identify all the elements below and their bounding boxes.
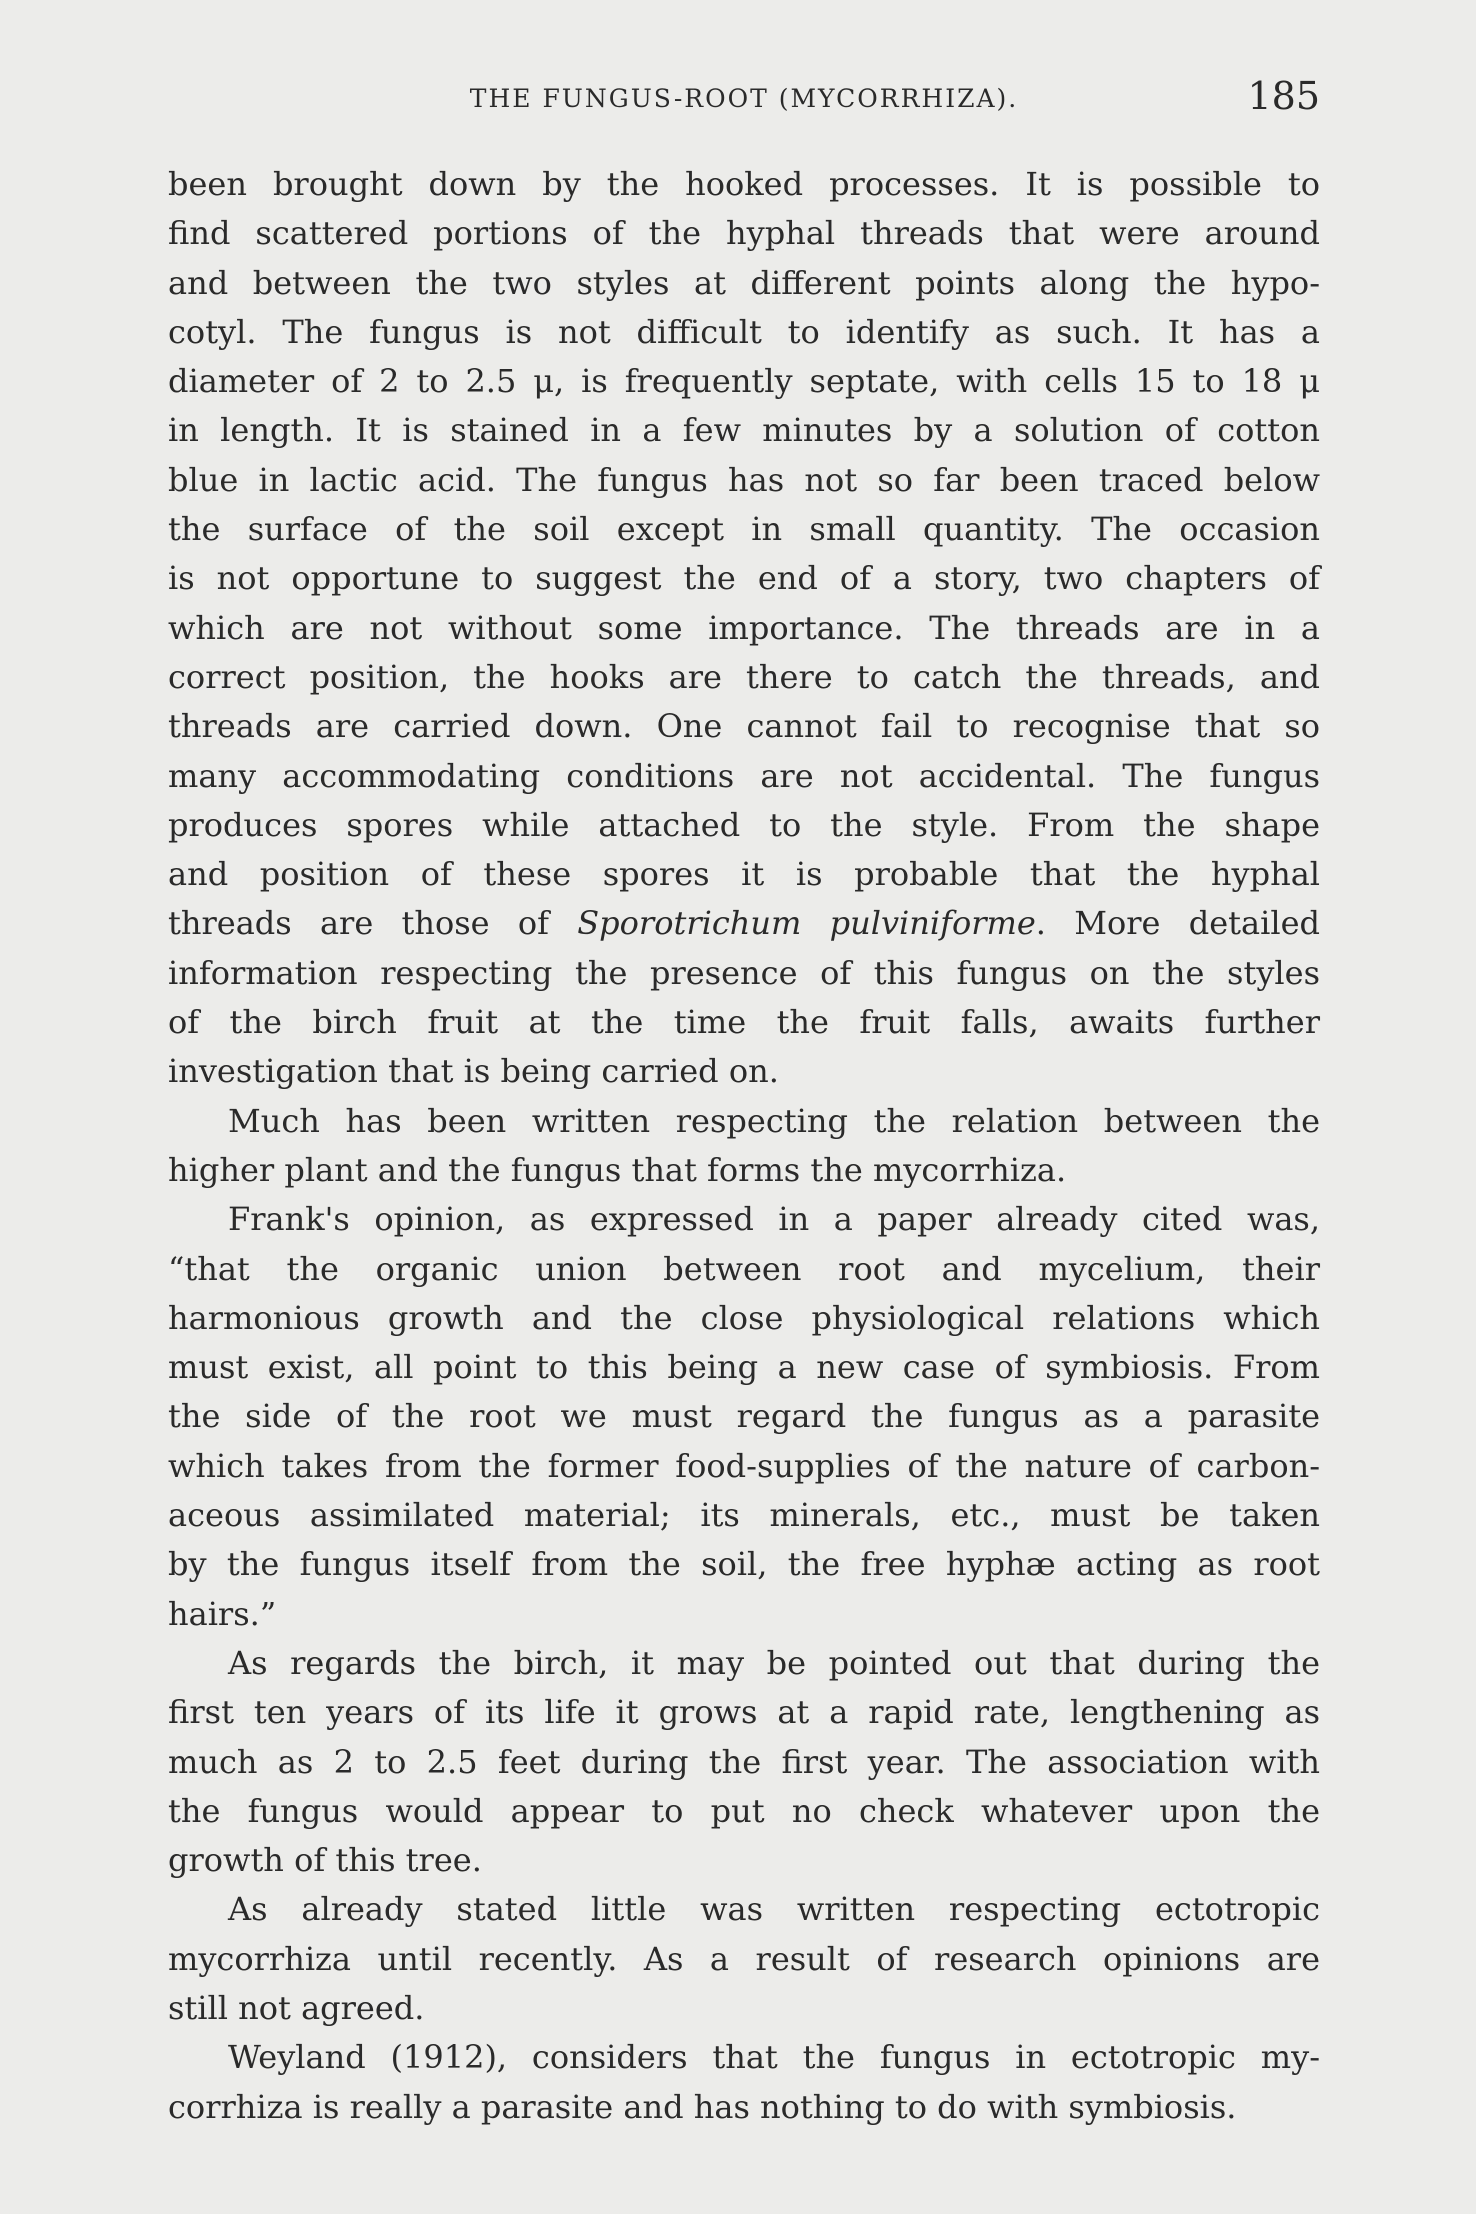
text-line: the fungus would appear to put no check whatever upon the (168, 1791, 1320, 1830)
text-line: of the birch fruit at the time the fruit falls, awaits further (168, 1003, 1320, 1042)
paragraph (168, 1885, 1320, 2033)
text-line: As already stated little was written respecting ectotropic (228, 1890, 1320, 1929)
text-line: As regards the birch, it may be pointed out that during the (228, 1643, 1320, 1682)
text-line: the side of the root we must regard the fungus as a parasite (168, 1397, 1320, 1436)
paragraph (168, 2033, 1320, 2132)
text-line: much as 2 to 2.5 feet during the first year. The association with (168, 1742, 1320, 1781)
text-line: threads are carried down. One cannot fail to recognise that so (168, 707, 1320, 746)
text-line: aceous assimilated material; its minerals, etc., must be taken (168, 1496, 1320, 1535)
text-line: hairs.” (168, 1594, 277, 1633)
text-line: “that the organic union between root and mycelium, their (168, 1249, 1320, 1288)
text-line: diameter of 2 to 2.5 μ, is frequently septate, with cells 15 to 18 μ (168, 362, 1320, 401)
text-line: cotyl. The fungus is not difficult to identify as such. It has a (168, 312, 1320, 351)
text-line: Much has been written respecting the relation between the (228, 1101, 1320, 1140)
text-line: which are not without some importance. The threads are in a (168, 608, 1320, 647)
text-line: find scattered portions of the hyphal threads that were around (168, 214, 1320, 253)
text-line: Frank's opinion, as expressed in a paper already cited was, (228, 1200, 1320, 1239)
text-line: produces spores while attached to the style. From the shape (168, 805, 1320, 844)
text-line: is not opportune to suggest the end of a story, two chapters of (168, 559, 1320, 598)
text-line: Weyland (1912), considers that the fungus in ectotropic my- (228, 2038, 1320, 2077)
text-line: correct position, the hooks are there to catch the threads, and (168, 657, 1320, 696)
text-line: blue in lactic acid. The fungus has not so far been traced below (168, 460, 1320, 499)
text-line: investigation that is being carried on. (168, 1052, 779, 1091)
text-line: threads are those of Sporotrichum pulviniforme. More detailed (168, 904, 1321, 943)
text-line: and position of these spores it is probable that the hyphal (168, 855, 1320, 894)
text-line: mycorrhiza until recently. As a result of research opinions are (168, 1939, 1320, 1978)
text-line: been brought down by the hooked processes. It is possible to (168, 165, 1320, 203)
running-title: THE FUNGUS-ROOT (MYCORRHIZA). (469, 84, 1019, 113)
paragraph (168, 160, 1320, 1097)
text-line: growth of this tree. (168, 1841, 482, 1880)
paragraph (168, 1195, 1320, 1639)
text-line: higher plant and the fungus that forms the mycorrhiza. (168, 1150, 1067, 1189)
text-line: still not agreed. (168, 1988, 425, 2027)
body-text (168, 160, 1320, 2132)
text-line: in length. It is stained in a few minutes by a solution of cotton (168, 411, 1320, 450)
paragraph (168, 1639, 1320, 1885)
text-line: and between the two styles at different points along the hypo- (168, 263, 1320, 302)
page-number: 185 (1247, 74, 1320, 118)
text-line: first ten years of its life it grows at a rapid rate, lengthening as (168, 1693, 1320, 1732)
text-line: the surface of the soil except in small quantity. The occasion (168, 510, 1320, 549)
text-line: by the fungus itself from the soil, the free hyphæ acting as root (168, 1545, 1320, 1584)
italic-taxon-name: Sporotrichum pulviniforme (577, 904, 1036, 943)
text-line: information respecting the presence of this fungus on the styles (168, 953, 1320, 992)
running-head (168, 74, 1320, 124)
text-line: must exist, all point to this being a new case of symbiosis. From (168, 1348, 1320, 1387)
text-line: corrhiza is really a parasite and has nothing to do with symbiosis. (168, 2087, 1237, 2126)
text-line: many accommodating conditions are not accidental. The fungus (168, 756, 1320, 795)
text-line: which takes from the former food-supplies of the nature of carbon- (168, 1446, 1320, 1485)
paragraph (168, 1097, 1320, 1196)
text-line: harmonious growth and the close physiological relations which (168, 1298, 1320, 1337)
